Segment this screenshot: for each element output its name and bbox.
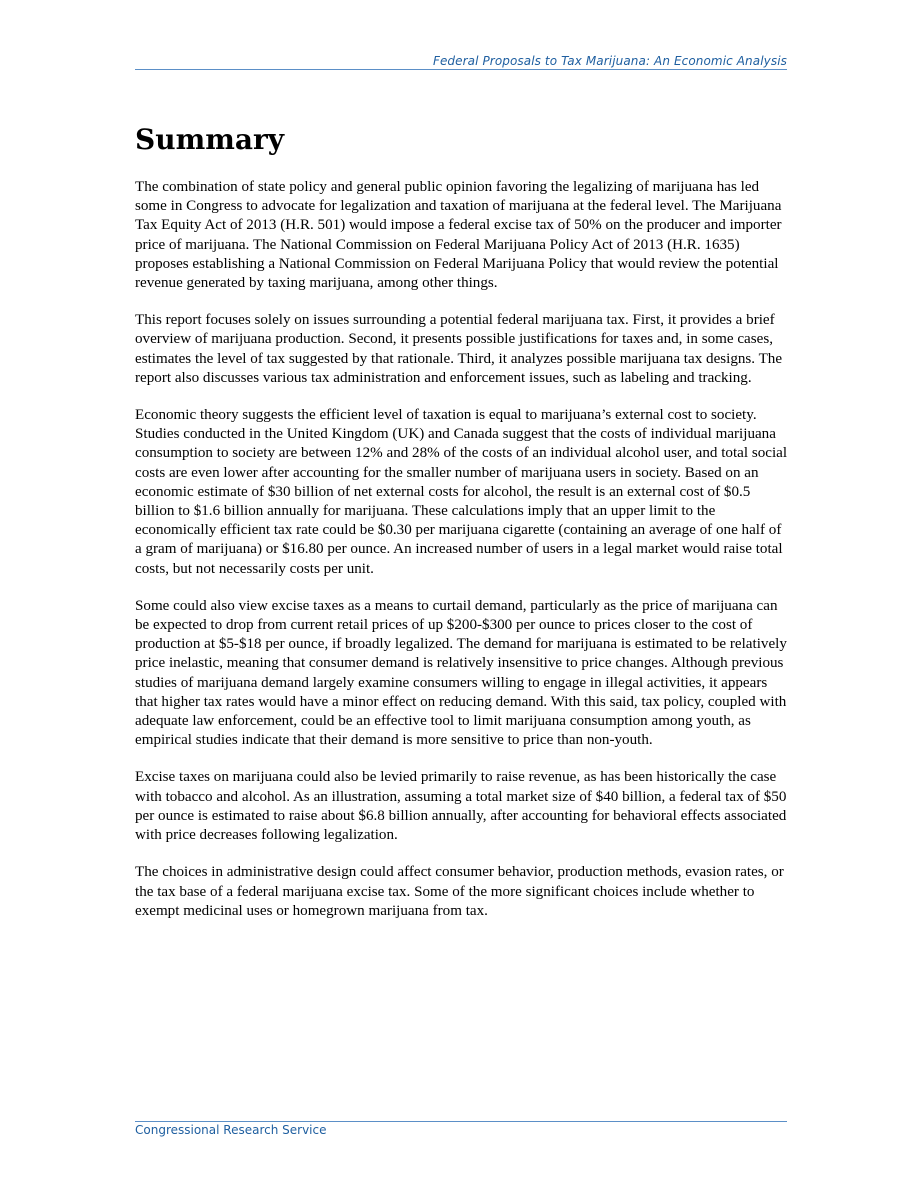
paragraph-6: The choices in administrative design could affect consumer behavior, production methods, evasion rates, or the tax base of a federal marijuana excise tax. Some of the more significant choices include whether to exempt medicinal uses or homegrown marijuana from tax. bbox=[135, 864, 784, 919]
section-title: Summary bbox=[135, 123, 284, 156]
paragraph-2: This report focuses solely on issues surrounding a potential federal marijuana tax. First, it provides a brief overview of marijuana production. Second, it presents possible justifications for taxes and, in some cases, estimates the level of tax suggested by that rationale. Third, it analyzes possible marijuana tax designs. The report also discusses various tax administration and enforcement issues, such as labeling and tracking. bbox=[135, 312, 783, 386]
footer-publisher: Congressional Research Service bbox=[135, 1123, 327, 1137]
footer-rule bbox=[135, 1121, 787, 1122]
body-text bbox=[135, 178, 791, 939]
running-header: Federal Proposals to Tax Marijuana: An Economic Analysis bbox=[432, 54, 787, 68]
header-rule bbox=[135, 69, 787, 70]
paragraph-5: Excise taxes on marijuana could also be levied primarily to raise revenue, as has been historically the case with tobacco and alcohol. As an illustration, assuming a total market size of $40 billion, a federal tax of $50 per ounce is estimated to raise about $6.8 billion annually, after accounting for behavioral effects associated with price decreases following legalization. bbox=[135, 769, 787, 844]
paragraph-1: The combination of state policy and general public opinion favoring the legalizing of marijuana has led some in Congress to advocate for legalization and taxation of marijuana at the federal level. The Marijuana Tax Equity Act of 2013 (H.R. 501) would impose a federal excise tax of 50% on the producer and importer price of marijuana. The National Commission on Federal Marijuana Policy Act of 2013 (H.R. 1635) proposes establishing a National Commission on Federal Marijuana Policy that would review the potential revenue generated by taxing marijuana, among other things. bbox=[135, 179, 782, 292]
paragraph-4: Some could also view excise taxes as a means to curtail demand, particularly as the price of marijuana can be expected to drop from current retail prices of up $200-$300 per ounce to prices closer to the cost of production at $5-$18 per ounce, if broadly legalized. The demand for marijuana is estimated to be relatively price inelastic, meaning that consumer demand is relatively insensitive to price changes. Although previous studies of marijuana demand largely examine consumers willing to engage in illegal activities, it appears that higher tax rates would have a minor effect on reducing demand. With this said, tax policy, coupled with adequate law enforcement, could be an effective tool to limit marijuana consumption among youth, as empirical studies indicate that their demand is more sensitive to price than non-youth. bbox=[135, 597, 787, 749]
paragraph-3: Economic theory suggests the efficient level of taxation is equal to marijuana’s external cost to society. Studies conducted in the United Kingdom (UK) and Canada suggest that the costs of individual marijuana consumption to society are between 12% and 28% of the costs of an individual alcohol user, and total social costs are even lower after accounting for the smaller number of marijuana users in society. Based on an economic estimate of $30 billion of net external costs for alcohol, the result is an external cost of $0.5 billion to $1.6 billion annually for marijuana. These calculations imply that an upper limit to the economically efficient tax rate could be $0.30 per marijuana cigarette (containing an average of one half of a gram of marijuana) or $16.80 per ounce. An increased number of users in a legal market would raise total costs, but not necessarily costs per unit. bbox=[135, 407, 788, 577]
